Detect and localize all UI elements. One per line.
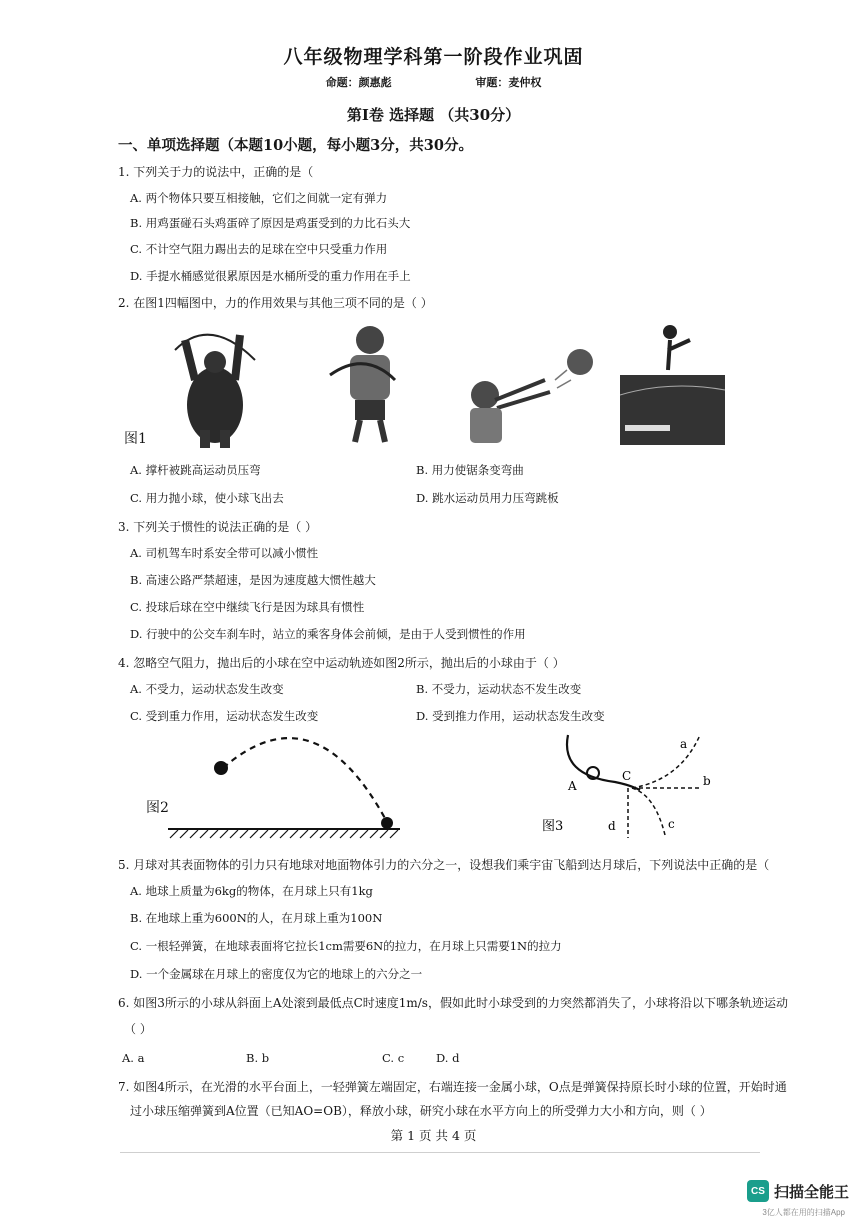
q2-option-b: B. 用力使锯条变弯曲 xyxy=(416,463,524,477)
q4-option-a: A. 不受力，运动状态发生改变 xyxy=(130,682,284,696)
pole-vault-picture xyxy=(170,320,260,450)
q4-option-d: D. 受到推力作用，运动状态发生改变 xyxy=(416,709,605,723)
scanner-watermark xyxy=(747,1180,849,1202)
q5-option-d: D. 一个金属球在月球上的密度仅为它的地球上的六分之一 xyxy=(130,967,423,981)
q3-option-b: B. 高速公路严禁超速，是因为速度越大惯性越大 xyxy=(130,573,376,587)
point-a-label: A xyxy=(568,779,577,793)
reviewer: 审题：麦仲权 xyxy=(475,76,542,89)
q1-option-c: C. 不计空气阻力踢出去的足球在空中只受重力作用 xyxy=(130,242,388,256)
q6-option-d: D. d xyxy=(436,1051,460,1065)
saw-blade-picture xyxy=(325,320,410,445)
throw-ball-picture xyxy=(455,340,605,445)
q2-option-a: A. 撑杆被跳高运动员压弯 xyxy=(130,463,261,477)
question-2-stem: 2. 在图1四幅图中，力的作用效果与其他三项不同的是（ ） xyxy=(118,296,433,310)
path-b-label: b xyxy=(703,774,711,788)
question-6-stem: 6. 如图3所示的小球从斜面上A处滚到最低点C时速度1m/s，假如此时小球受到的力突然都消失了，小球将沿以下哪条轨迹运动 xyxy=(118,996,788,1010)
q5-option-c: C. 一根轻弹簧，在地球表面将它拉长1cm需要6N的拉力，在月球上只需要1N的拉力 xyxy=(130,939,562,953)
question-3-stem: 3. 下列关于惯性的说法正确的是（ ） xyxy=(118,520,318,534)
brand-name: 扫描全能王 xyxy=(773,1183,849,1201)
section-title: 第Ⅰ卷 选择题 （共30分） xyxy=(346,106,521,124)
author: 命题：颜惠彪 xyxy=(325,76,392,89)
figure-2-label: 图2 xyxy=(146,800,169,816)
q3-option-d: D. 行驶中的公交车刹车时，站立的乘客身体会前倾，是由于人受到惯性的作用 xyxy=(130,627,526,641)
author-line xyxy=(0,74,867,90)
q5-option-b: B. 在地球上重为600N的人，在月球上重为100N xyxy=(130,911,383,925)
path-a-label: a xyxy=(680,737,688,751)
point-c-label: C xyxy=(622,769,632,783)
slope-trajectory-diagram xyxy=(540,730,730,845)
q1-option-a: A. 两个物体只要互相接触，它们之间就一定有弹力 xyxy=(130,191,388,205)
ball-start xyxy=(214,761,228,775)
q4-option-c: C. 受到重力作用，运动状态发生改变 xyxy=(130,709,319,723)
diving-board-picture xyxy=(620,320,730,450)
question-6-stem-cont: （ ） xyxy=(124,1022,152,1036)
q2-option-c: C. 用力抛小球，使小球飞出去 xyxy=(130,491,284,505)
q2-option-d: D. 跳水运动员用力压弯跳板 xyxy=(416,491,559,505)
figure-1-label: 图1 xyxy=(124,431,147,447)
q1-option-b: B. 用鸡蛋碰石头鸡蛋碎了原因是鸡蛋受到的力比石头大 xyxy=(130,216,411,230)
q6-option-c: C. c xyxy=(382,1051,405,1065)
q3-option-a: A. 司机驾车时系安全带可以减小惯性 xyxy=(130,546,319,560)
projectile-diagram xyxy=(165,728,405,843)
q3-option-c: C. 投球后球在空中继续飞行是因为球具有惯性 xyxy=(130,600,365,614)
ball-end xyxy=(381,817,393,829)
camscanner-logo-icon: CS xyxy=(747,1180,769,1202)
figure-3-label: 图3 xyxy=(542,819,564,834)
question-1-stem: 1. 下列关于力的说法中，正确的是（ xyxy=(118,165,314,179)
question-7-stem: 7. 如图4所示，在光滑的水平台面上，一轻弹簧左端固定，右端连接一金属小球，O点是弹簧保持原长时小球的位置，开始时通 xyxy=(118,1080,787,1094)
question-7-stem-cont: 过小球压缩弹簧到A位置（已知AO=OB），释放小球，研究小球在水平方向上的所受弹力大小和方向，则（ ） xyxy=(130,1104,712,1118)
path-c-label: c xyxy=(668,817,675,831)
part-heading: 一、单项选择题（本题10小题，每小题3分，共30分。 xyxy=(118,137,473,154)
q5-option-a: A. 地球上质量为6kg的物体，在月球上只有1kg xyxy=(130,884,373,898)
q6-option-b: B. b xyxy=(246,1051,270,1065)
question-5-stem: 5. 月球对其表面物体的引力只有地球对地面物体引力的六分之一，设想我们乘宇宙飞船到达月球后，下列说法中正确的是（ xyxy=(118,858,770,872)
q6-option-a: A. a xyxy=(122,1051,145,1065)
path-d-label: d xyxy=(608,819,616,833)
question-4-stem: 4. 忽略空气阻力，抛出后的小球在空中运动轨迹如图2所示，抛出后的小球由于（ ） xyxy=(118,656,565,670)
q1-option-d: D. 手提水桶感觉很累原因是水桶所受的重力作用在手上 xyxy=(130,269,411,283)
page-title: 八年级物理学科第一阶段作业巩固 xyxy=(283,46,584,68)
q4-option-b: B. 不受力，运动状态不发生改变 xyxy=(416,682,582,696)
footer-divider xyxy=(120,1152,760,1153)
brand-subtitle: 3亿人都在用的扫描App xyxy=(762,1208,845,1217)
page-footer: 第 1 页 共 4 页 xyxy=(390,1128,477,1143)
